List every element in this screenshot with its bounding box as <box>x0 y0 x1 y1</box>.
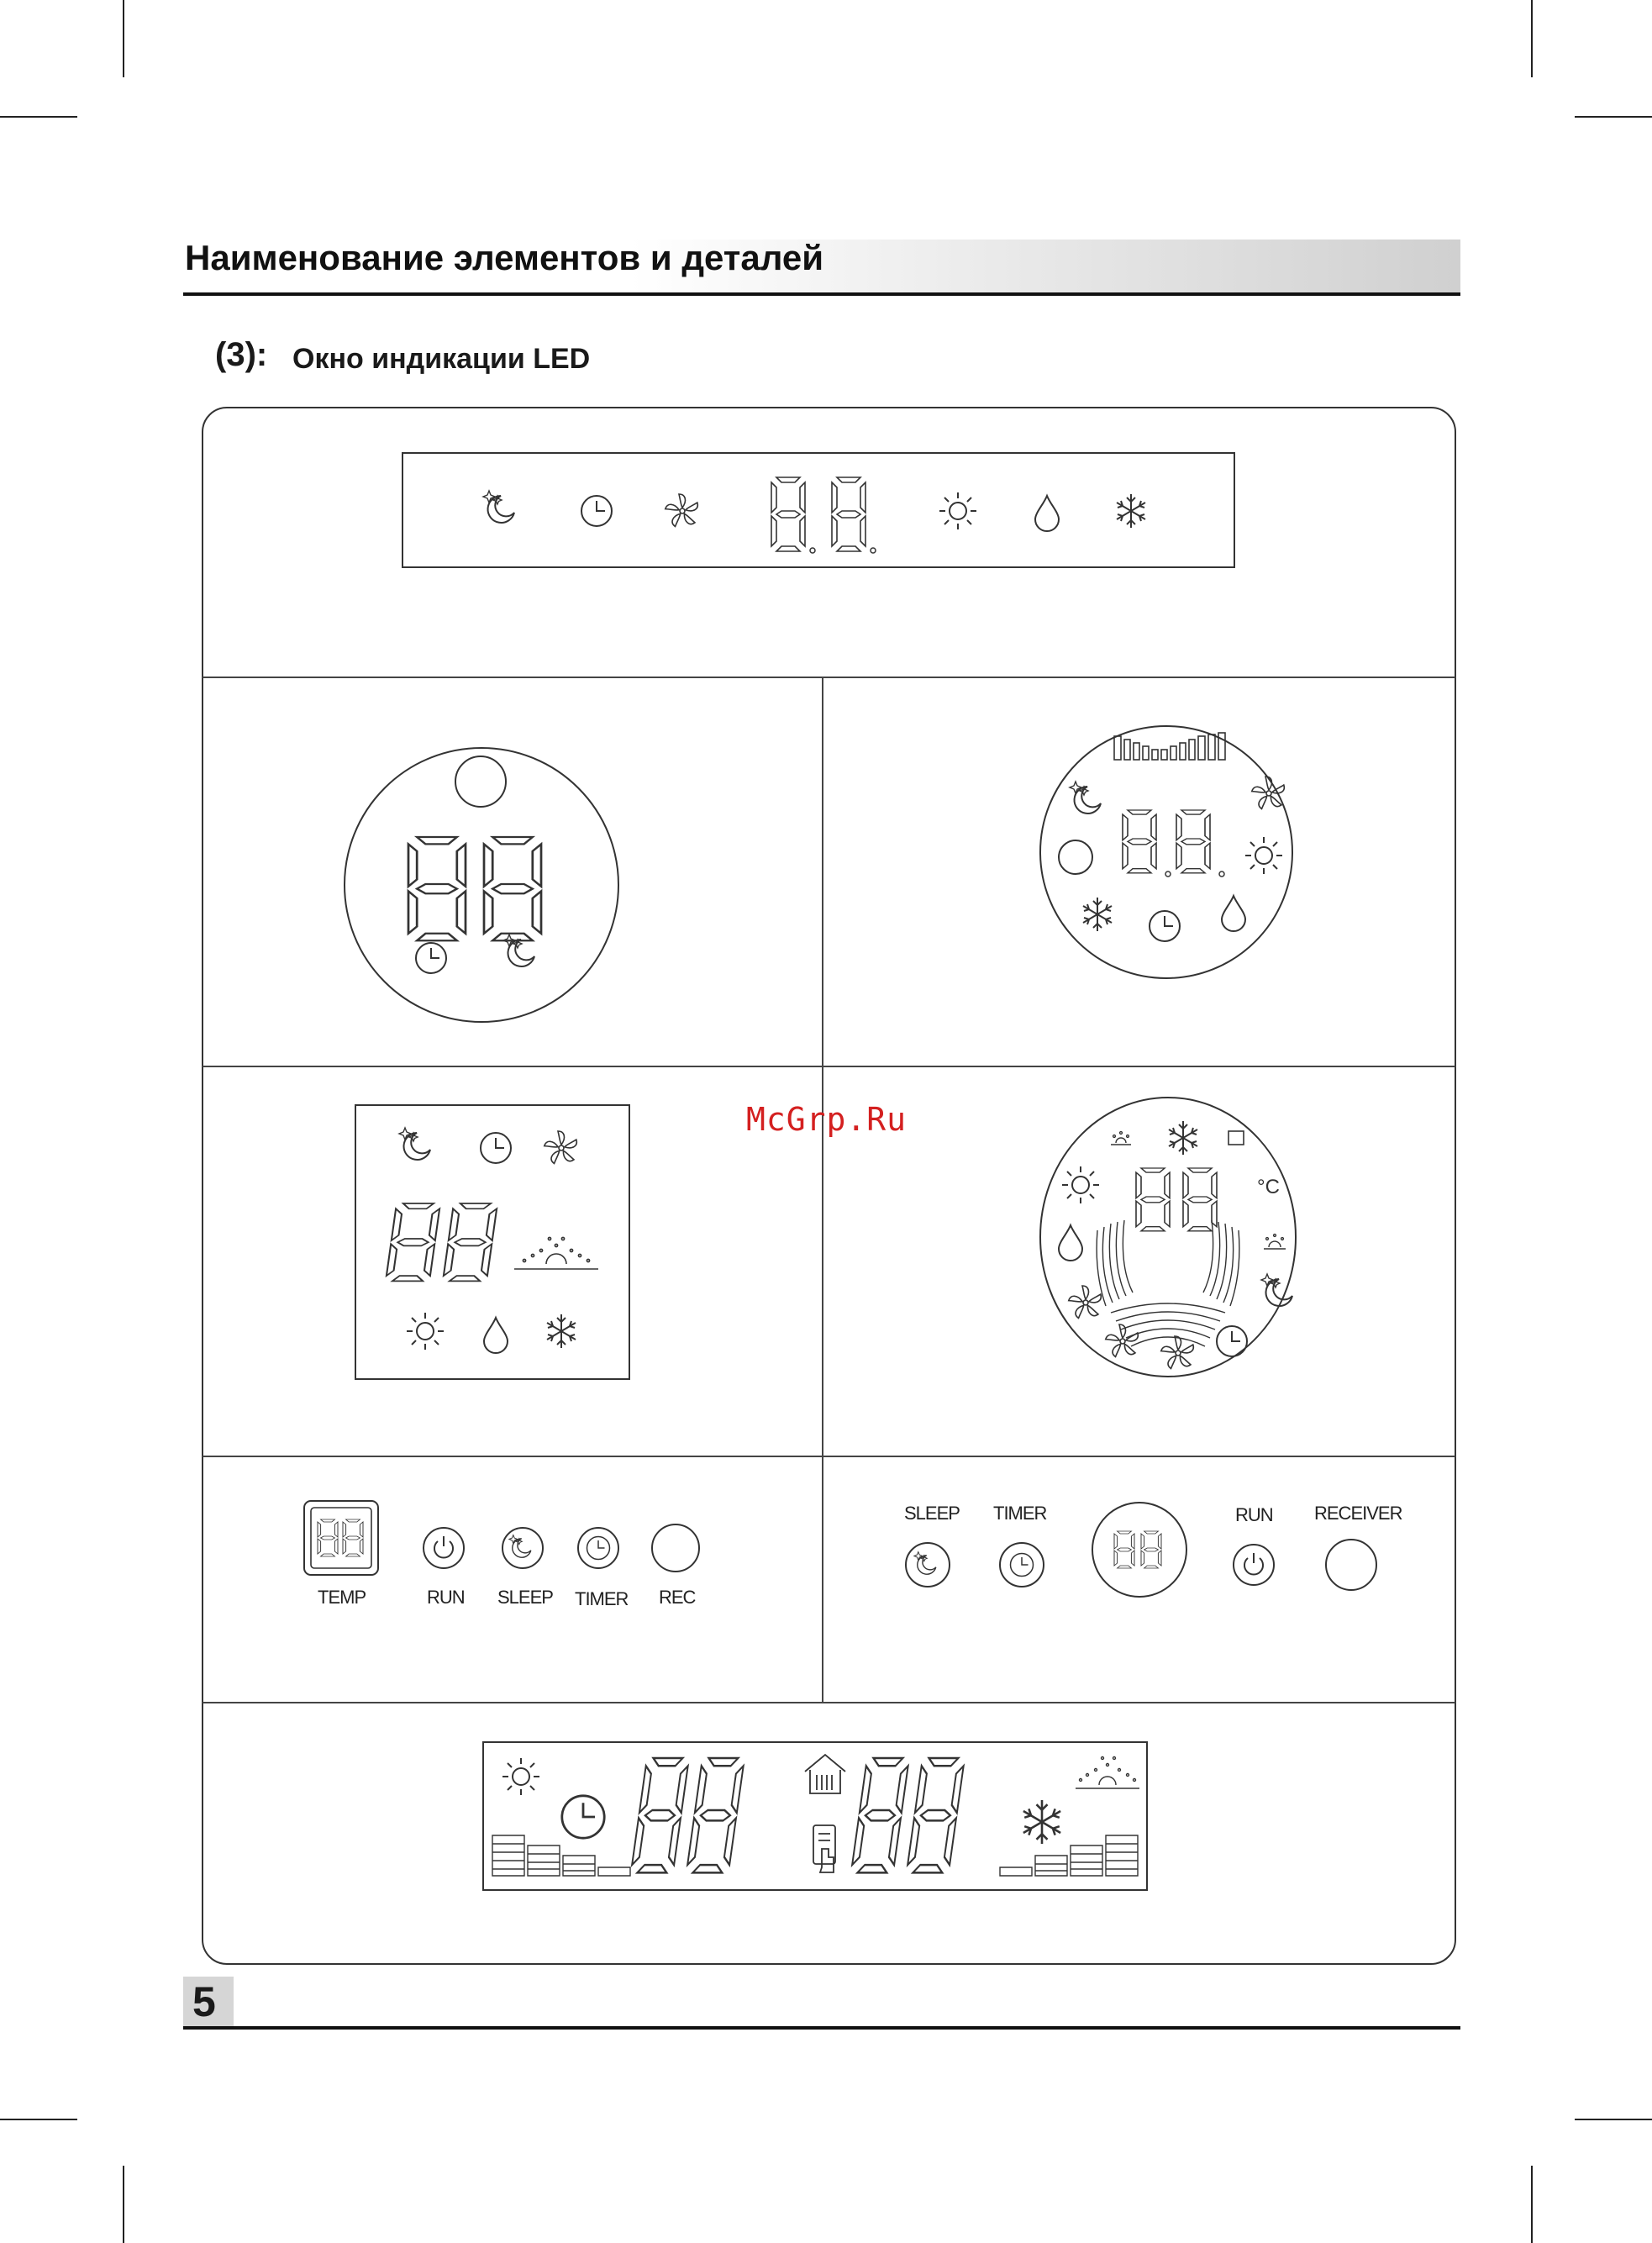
sunrise-icon <box>1264 1235 1286 1249</box>
panel-round-display-a <box>343 746 620 1024</box>
panel-button-row-b <box>894 1496 1402 1605</box>
panel-round-display-c <box>1039 1096 1299 1382</box>
panel-button-row-a <box>299 1498 736 1615</box>
row-divider <box>203 1066 1455 1067</box>
page-number: 5 <box>192 1978 216 2025</box>
clock-icon <box>481 1133 511 1163</box>
snowflake-icon <box>1169 1121 1197 1155</box>
sun-icon <box>407 1313 444 1350</box>
crop-mark <box>1531 0 1533 77</box>
rec-label: REC <box>659 1587 696 1608</box>
crop-mark <box>1575 116 1652 118</box>
run-label: RUN <box>1235 1504 1273 1525</box>
drop-icon <box>1059 1225 1082 1261</box>
house-heat-icon <box>805 1755 845 1793</box>
clock-icon <box>562 1796 604 1838</box>
moon-stars-icon <box>1070 782 1101 813</box>
panel-round-display-b <box>1039 724 1291 977</box>
clock-icon <box>1150 911 1180 941</box>
page-title: Наименование элементов и деталей <box>185 238 824 277</box>
sunrise-icon <box>1111 1132 1131 1145</box>
row-divider <box>203 1456 1455 1457</box>
snowflake-icon <box>1117 494 1145 528</box>
crop-mark <box>0 2119 77 2120</box>
temp-label: TEMP <box>318 1587 366 1608</box>
clock-icon <box>587 1537 610 1560</box>
crop-mark <box>123 0 124 77</box>
sunrise-icon <box>514 1237 598 1269</box>
sun-icon <box>939 492 976 529</box>
temperature-unit: °C <box>1257 1176 1280 1198</box>
snowflake-icon <box>1023 1800 1060 1844</box>
moon-stars-icon <box>509 1535 531 1558</box>
clock-icon <box>1217 1326 1247 1356</box>
receiver-label: RECEIVER <box>1314 1503 1402 1524</box>
drop-icon <box>1035 496 1059 531</box>
sun-icon <box>1062 1166 1099 1203</box>
watermark: McGrp.Ru <box>746 1101 908 1138</box>
crop-mark <box>1575 2119 1652 2120</box>
crop-mark <box>1531 2166 1533 2243</box>
snowflake-icon <box>547 1314 576 1348</box>
footer-rule <box>183 2026 1460 2030</box>
moon-stars-icon <box>914 1552 936 1575</box>
digit-segment <box>771 477 805 551</box>
section-number: (3): <box>215 336 268 373</box>
row-divider <box>203 1702 1455 1703</box>
crop-mark <box>123 2166 124 2243</box>
moon-stars-icon <box>1261 1274 1292 1306</box>
section-title: Окно индикации LED <box>292 343 591 375</box>
row-divider <box>203 677 1455 678</box>
fan-icon <box>666 494 699 527</box>
crop-mark <box>0 116 77 118</box>
clock-icon <box>416 943 446 973</box>
sun-icon <box>1245 837 1282 874</box>
snowflake-icon <box>1083 898 1112 931</box>
run-label: RUN <box>427 1587 465 1608</box>
sunrise-icon <box>1076 1757 1139 1789</box>
moon-stars-icon <box>483 491 514 523</box>
clock-icon <box>1011 1554 1034 1577</box>
drop-icon <box>484 1318 508 1353</box>
panel-wide-display <box>482 1741 1148 1891</box>
panel-strip-display <box>402 452 1235 568</box>
fan-icon <box>1252 777 1286 809</box>
timer-label: TIMER <box>575 1588 629 1609</box>
moon-stars-icon <box>399 1128 430 1160</box>
timer-label: TIMER <box>993 1503 1047 1524</box>
fan-icon <box>1161 1336 1195 1369</box>
sleep-label: SLEEP <box>904 1503 960 1524</box>
clock-icon <box>581 496 612 526</box>
digit-segment <box>832 477 865 551</box>
power-icon <box>1234 1545 1274 1585</box>
panel-square-display <box>355 1104 632 1382</box>
fan-icon <box>1069 1286 1102 1319</box>
fan-icon <box>545 1131 578 1164</box>
drop-icon <box>1222 896 1245 931</box>
power-icon <box>424 1528 464 1568</box>
column-divider <box>822 677 823 1702</box>
header-rule <box>183 292 1460 296</box>
sleep-label: SLEEP <box>497 1587 553 1608</box>
remote-icon <box>813 1825 835 1872</box>
sun-icon <box>502 1758 539 1795</box>
